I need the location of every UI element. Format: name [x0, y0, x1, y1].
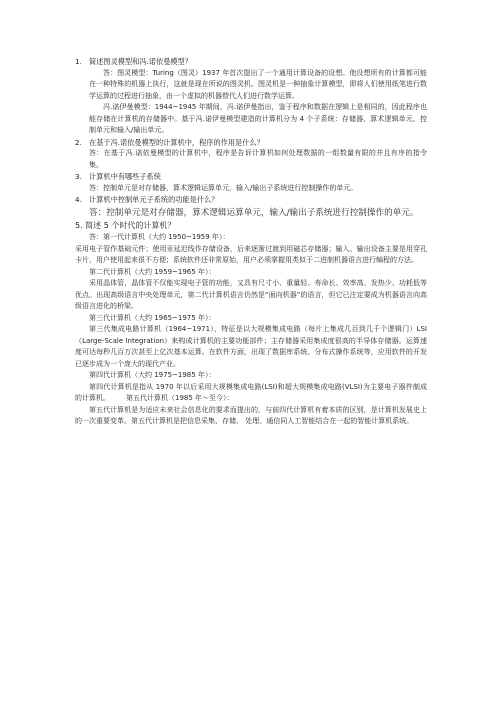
question-2 [75, 137, 427, 149]
gen5-heading: 第五代计算机（1985 年～至今）： [126, 394, 234, 402]
question-title: 计算机中有哪些子系统 [89, 172, 161, 181]
question-number: 2. [75, 137, 82, 147]
gen4-body: 第四代计算机是指从 1970 年以后采用大规模集成电路(LSI)和超大规模集成电路(VLSI)为主要电子器件制成的计算机。 [75, 382, 427, 402]
question-title: 计算机中控制单元子系统的功能是什么？ [89, 195, 219, 204]
gen1-heading: 答：第一代计算机（大约 1950~1959 年）： [89, 233, 230, 241]
gen1-body: 采用电子管作基础元件；使用汞延迟线作存储设备，后来逐渐过渡到用磁芯存储器；输入、输出设备主要是用穿孔卡片，用户使用起来很不方便；系统软件还非常原始，用户必须掌握用类似于二进制机器语言进行编程的方法。 [75, 244, 427, 264]
gen4-heading: 第四代计算机（大约 1975~1985 年）： [89, 371, 216, 379]
question-4 [75, 194, 427, 206]
gen5-body: 第五代计算机是为适应未来社会信息化的要求而提出的，与前四代计算机有着本质的区别，是计算机发展史上的一次重要变革。第五代计算机是把信息采集、存储、 处理、通信同人工智能结合在一起的智能计算机系统。 [75, 405, 427, 425]
answer-2: 答：在基于冯.诺依曼模型的计算机中，程序是告诉计算机如何处理数据的一组数量有限的并且有序的指令集。 [89, 149, 427, 169]
question-5: 5. 简述 5 个时代的计算机？ [75, 220, 176, 230]
gen4-body-and-gen5-heading [75, 382, 427, 405]
gen2-body: 采用晶体管，晶体管不仅能实现电子管的功能，又具有尺寸小、重量轻、寿命长、效率高、发热少、功耗低等优点。出现高级语言中央处理单元，第二代计算机语言仍然是“面向机器”的语言，但它已注定要成为机器语言向高级语言进化的桥梁。 [75, 279, 427, 310]
question-number: 3. [75, 172, 82, 181]
question-number: 4. [75, 195, 82, 204]
gen3-heading: 第三代计算机（大约 1965~1975 年）： [89, 313, 216, 322]
question-title: 简述图灵模型和冯.诺依曼模型？ [89, 57, 192, 66]
question-number: 1. [75, 57, 82, 66]
gen2-heading: 第二代计算机（大约 1959~1965 年）： [89, 267, 216, 276]
question-title: 在基于冯.诺依曼模型的计算机中，程序的作用是什么？ [89, 137, 264, 147]
answer-4: 答：控制单元是对存储器，算术逻辑运算单元，输入/输出子系统进行控制操作的单元。 [89, 207, 419, 218]
answer-1-von-neumann: 冯.诺伊曼模型：1944~1945 年期间，冯.诺伊曼指出，鉴于程序和数据在逻辑上是相同的，因此程序也能存储在计算机的存储器中。基于冯.诺伊曼模型建造的计算机分为 4 个子系统：存储器、算术逻辑单元、控制单元和输入/输出单元。 [89, 103, 427, 134]
document-body [75, 56, 427, 428]
gen3-body: 第三代集成电路计算机（1964~1971），特征是以大规模集成电路（每片上集成几百到几千个逻辑门）LSI（Large-Scale Integration）来构成计算机的主要功能部件；主存储器采用集成度很高的半导体存储器。运算速度可达每秒几百万次甚至上亿次基本运算。在软件方面，出现了数据库系统、分布式操作系统等，应用软件的开发已逐步成为一个庞大的现代产业。 [75, 325, 427, 368]
question-3 [75, 171, 427, 183]
question-1 [75, 56, 427, 68]
answer-1-turing: 答：图灵模型：Turing（图灵）1937 年首次提出了一个通用计算设备的设想。他设想所有的计算都可能在一种特殊的机器上执行，这就是现在所说的图灵机。图灵机是一种抽象计算模型，即将人们使用纸笔进行数学运算的过程进行抽象，由一个虚拟的机器替代人们进行数学运算。 [89, 68, 427, 100]
answer-3: 答：控制单元是对存储器，算术逻辑运算单元，输入/输出子系统进行控制操作的单元。 [89, 183, 358, 192]
